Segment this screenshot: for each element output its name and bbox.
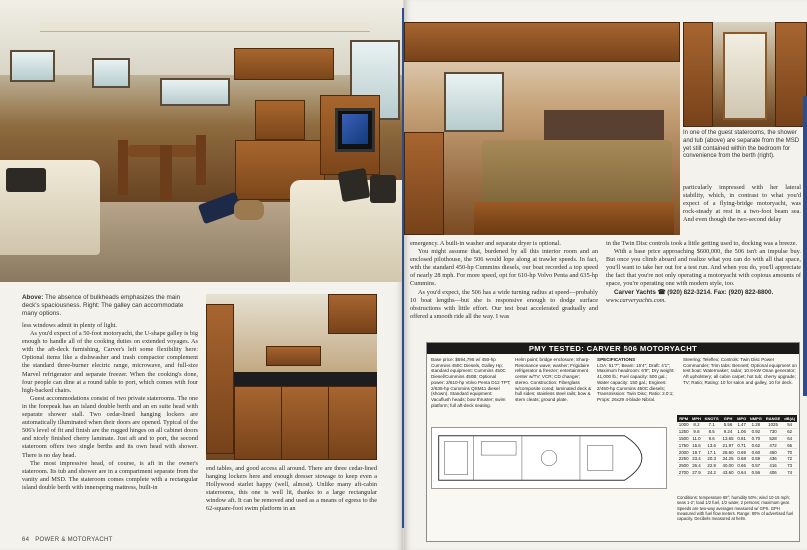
pillow	[338, 168, 371, 202]
table-cell: 2700	[678, 469, 689, 475]
pillow	[370, 175, 396, 203]
table-cell: 472	[764, 442, 783, 449]
perf-header-cell: dB(A)	[784, 416, 796, 421]
table-cell: 450	[764, 449, 783, 456]
table-cell: 64	[782, 435, 797, 442]
table-cell: 2000	[678, 449, 689, 455]
table-cell: 40.00	[722, 463, 734, 469]
perf-header-cell: MPG	[737, 416, 747, 421]
table-cell: 9.8	[690, 428, 702, 435]
table-cell: 23.4	[692, 456, 701, 462]
perf-header-cell: NMPG	[749, 416, 762, 421]
salon-photo	[0, 0, 403, 282]
deck-plan-drawing	[431, 427, 667, 489]
paragraph: particularly impressed with her lateral stability, which, in contrast to what you'd expect of a flying-bridge motoryacht, was rock-steady at rest in a two-foot beam sea. And even though the two-second delay	[683, 184, 801, 224]
table-row	[677, 442, 797, 449]
table-cell: 0.56	[748, 469, 764, 476]
spec-box	[426, 342, 800, 542]
right-body-col2	[606, 240, 801, 305]
galley-cabinet	[255, 100, 305, 140]
table-cell: 20.3	[703, 455, 721, 462]
perf-header-cell: RPM	[677, 415, 690, 422]
dining-chair	[160, 145, 172, 200]
television	[335, 108, 375, 152]
perf-header-cell: GPH	[721, 415, 736, 422]
ceiling-beam	[40, 22, 370, 32]
paragraph: end tables, and good access all around. There are three cedar-lined hanging lockers here and enough dresser stowage to keep even a Hollywood starlet happy (well, almost). Unlike many aft-cabin staterooms, this one is well lit, thanks to a large rectangular window aft. It can be removed and used as a means of egress to the 62-square-foot swim platform in an	[206, 465, 377, 513]
table-cell: 0.57	[748, 462, 764, 469]
granite-counter	[234, 372, 377, 386]
website: www.carveryachts.com.	[606, 296, 666, 304]
perf-header-cell: KNOTS	[703, 415, 721, 422]
spec-col-price: Base price: $594,795 w/ 450-hp Cummins 450C Diesels, Galley Hp; standard equipment: Cummins 450C Diesel/Cummins 450B; Optional power: 2/610-hp Volvo Penta D12 TPT; 2/635-hp Cummins QSM11 diesel (shown). Standard equipment: Vacuflush heads; bow thruster; swim platform; full aft-deck seating.	[431, 357, 511, 408]
table-cell: 13.65	[722, 435, 734, 441]
spec-box-title: PMY TESTED: CARVER 506 MOTORYACHT	[427, 343, 799, 354]
page-footer	[22, 537, 113, 543]
table-cell: 72	[782, 455, 797, 462]
table-cell: 62	[782, 428, 797, 435]
paragraph: As you'd expect of a 50-foot motoryacht, the U-shape galley is big enough to handle all of the cooking duties on extended voyages. As with the aft-deck furnishing, Carver's left some flexibility here: Optional items like a dishwasher and trash compactor complement the standard three-burner electric range, microwave, and full-size Marvel refrigerator and separate freezer. When the cooking's done, four people can dine at a round table to port, which comes with four high-backed chairs.	[22, 330, 198, 394]
paragraph: The most impressive head, of course, is aft in the owner's stateroom. Its tub and shower are in a compartment separate from the vanity and MSD. The stateroom comes complete with a rectangular island double berth with innerspring mattress, built-in	[22, 459, 198, 491]
left-caption	[22, 294, 198, 319]
paragraph: With a base price approaching $600,000, the 506 isn't an impulse buy. But once you climb aboard and realize what you can do with all that space, you'll want to take her out for a test run. And when you do, you'll appreciate the fact that you're not only operating a motoryacht with copious amounts of space, you're operating one with modern style, too.	[606, 248, 801, 288]
section-tab	[803, 96, 807, 396]
table-cell: 9.6	[703, 435, 721, 442]
table-cell: 34.25	[722, 456, 734, 462]
perf-header-cell: MPH	[692, 416, 701, 421]
table-cell: 406	[764, 469, 783, 476]
table-cell: 0.92	[748, 428, 764, 435]
table-cell: 28.60	[722, 449, 734, 455]
paragraph: Guest accommodations consist of two private staterooms. The one in the forepeak has an island double berth and an en suite head with separate shower stall. Two cedar-lined hanging lockers are automatically illuminated when their doors are opened. Typical of the 506's level of fit and finish are the rugged hinges on all cabinet doors and nicely finished cherry laminate. Just aft and to port, the second stateroom offers two single berths and its own head with shower. There is no day head.	[22, 394, 198, 459]
stateroom-window	[444, 72, 504, 132]
dining-chair	[118, 140, 128, 195]
overhead-cabinets	[404, 22, 680, 62]
table-cell: 1.28	[748, 422, 764, 428]
table-cell: 19.7	[692, 449, 701, 455]
nightstand	[404, 132, 444, 235]
performance-table	[677, 415, 797, 476]
table-cell: 70	[782, 449, 797, 456]
table-cell: 9.24	[721, 428, 736, 435]
table-cell: 26.4	[692, 463, 701, 469]
table-cell: 1025	[764, 422, 783, 428]
upper-cabinet	[234, 48, 334, 80]
table-cell: 1.06	[735, 428, 748, 435]
table-cell: 8.2	[690, 422, 702, 428]
table-cell: 11.0	[690, 435, 702, 442]
pillow	[6, 168, 46, 192]
table-cell: 0.66	[735, 462, 748, 469]
paragraph: emergency. A built-in washer and separate dryer is optional.	[410, 240, 561, 247]
table-row	[677, 469, 797, 476]
table-cell: 1000	[678, 422, 689, 428]
spec-col-equipment: Helm paint; bridge enclosure; Sharp-Resonance wave; washer; Frigidaire refrigerator & freezer; entertainment center w/TV; VCR; CD changer; stereo. Construction: Fiberglass w/composite cored; laminated deck & hull sides; stainless steel rails; bow & stern cleats; ground plate.	[515, 357, 592, 402]
paragraph: in the Twin Disc controls took a little getting used to, docking was a breeze.	[606, 240, 798, 247]
table-cell: 15.6	[692, 442, 701, 448]
table-cell: 73	[782, 462, 797, 469]
galley-side-cabinet	[206, 304, 234, 454]
table-cell: 0.71	[735, 442, 748, 449]
table-cell: 2250	[678, 456, 689, 462]
caption-lead: Above:	[22, 294, 44, 301]
salon-window	[160, 78, 230, 106]
table-cell: 8.5	[703, 428, 721, 435]
table-cell: 13.6	[703, 442, 721, 449]
table-cell: 66	[782, 442, 797, 449]
perf-header-cell: RANGE	[764, 415, 783, 422]
table-cell: 17.1	[703, 449, 721, 456]
table-cell: 1250	[678, 429, 689, 435]
table-row	[677, 462, 797, 469]
table-cell: 27.9	[692, 469, 701, 475]
specs-heading: SPECIFICATIONS	[597, 357, 636, 362]
left-body-col2	[206, 465, 377, 514]
salon-window	[10, 50, 55, 82]
table-cell: 7.1	[703, 422, 721, 428]
table-cell: 0.70	[748, 435, 764, 442]
galley-lower-cabinets	[234, 386, 377, 460]
table-cell: 1750	[678, 442, 689, 448]
table-cell: 0.69	[735, 449, 748, 456]
berth-base	[474, 202, 674, 235]
table-cell: 74	[782, 469, 797, 476]
table-cell: 1500	[678, 435, 689, 441]
shower-stall	[723, 32, 767, 120]
salon-window	[92, 58, 130, 88]
table-row	[677, 455, 797, 462]
spec-col-specs	[597, 357, 679, 403]
island-berth	[482, 140, 672, 210]
paragraph: less windows admit in plenty of light.	[22, 322, 117, 329]
perf-header-row	[677, 415, 797, 422]
right-body-col1	[410, 240, 598, 321]
shower-photo	[683, 22, 807, 127]
table-cell: 0.62	[748, 442, 764, 449]
stateroom-photo	[404, 22, 680, 235]
table-cell: 0.68	[735, 455, 748, 462]
table-cell: 2500	[678, 463, 689, 469]
table-cell: 5.56	[721, 422, 736, 428]
caption-text: The absence of bulkheads emphasizes the main deck's spaciousness. Right: The galley can accommodate many options.	[22, 294, 184, 318]
paragraph: As you'd expect, the 506 has a wide turning radius at speed—probably 10 boat lengths—but she is responsive enough to dodge surface obstructions with little effort. Our test boat accelerated gradually and offered a smooth ride all the way. I was	[410, 288, 598, 320]
contact-line: Carver Yachts ☎ (920) 822-3214. Fax: (920) 822-8800.	[614, 288, 774, 296]
table-cell: 24.2	[703, 469, 721, 476]
ceiling	[0, 0, 403, 75]
left-page	[0, 0, 403, 550]
table-cell: 436	[764, 455, 783, 462]
specs-text: LOA: 51'7"; Beam: 15'4"; Draft: 4'1"; Maximum headroom: 6'8"; Dry weight: 41,000 lb.; Fuel capacity: 500 gal.; Water capacity: 150 gal.; Engines: 2/450-hp Cummins 450C diesels; Transmission: Twin Disc; Ratio: 2.0:1; Props: 26x29 4-blade Nibral.	[597, 362, 675, 402]
magazine-name: POWER & MOTORYACHT	[35, 537, 113, 543]
page-number: 64	[22, 537, 30, 543]
galley-photo	[206, 294, 377, 460]
spec-col-options: Steering: Teleflex; Controls: Twin Disc Power Commander; Trim tabs: Bennett; Optional equipment on test boat: Watermaker; radar; 10.8-kW Onan generator; Aft upholstery; all cabin carpet; hot tub; cherry upgrade; TV; Ratio; Rating: 10 for salon and galley, 10 for deck.	[683, 357, 797, 385]
right-body-col2-top	[683, 184, 801, 224]
table-cell: 0.60	[748, 449, 764, 456]
table-cell: 416	[764, 462, 783, 469]
table-cell: 0.64	[735, 469, 748, 476]
table-cell: 54	[782, 422, 797, 428]
basket	[234, 200, 264, 220]
paragraph: You might assume that, burdened by all this interior room and an enclosed pilothouse, the 506 would lope along at trawler speeds. In fact, with the standard 450-hp Cummins diesels, our boat recorded a top speed of nearly 28 mph. For more speed, opt for 610-hp Volvo Penta and 635-hp Cummins.	[410, 248, 598, 288]
left-body-col1	[22, 322, 198, 492]
table-row	[677, 449, 797, 456]
table-cell: 0.59	[748, 455, 764, 462]
dining-chair	[196, 135, 206, 185]
test-conditions: Conditions: temperature 68°; humidity 50%; wind 10-15 mph; seas 1-2'; load 1/2 fuel, 1/2 water, 2 persons; maximum gear. Speeds are two-way averages measured w/ GPS. GPH measured with fuel flow meters. Range: 90% of advertised fuel capacity. Decibels measured at helm.	[677, 495, 794, 522]
table-cell: 0.81	[735, 435, 748, 442]
door-frame	[683, 22, 713, 127]
table-cell: 730	[764, 428, 783, 435]
table-cell: 43.60	[722, 469, 734, 475]
table-row	[677, 428, 797, 435]
shower-caption: In one of the guest staterooms, the shower and tub (above) are separate from the MSD yet still contained within the bedroom for convenience from the berth (right).	[683, 130, 800, 160]
table-row	[677, 435, 797, 442]
table-cell: 1.47	[735, 422, 748, 428]
table-cell: 528	[764, 435, 783, 442]
galley-shelf	[266, 346, 321, 366]
table-cell: 22.9	[703, 462, 721, 469]
table-cell: 21.97	[722, 442, 734, 448]
galley-upper-cabinet	[328, 294, 377, 334]
